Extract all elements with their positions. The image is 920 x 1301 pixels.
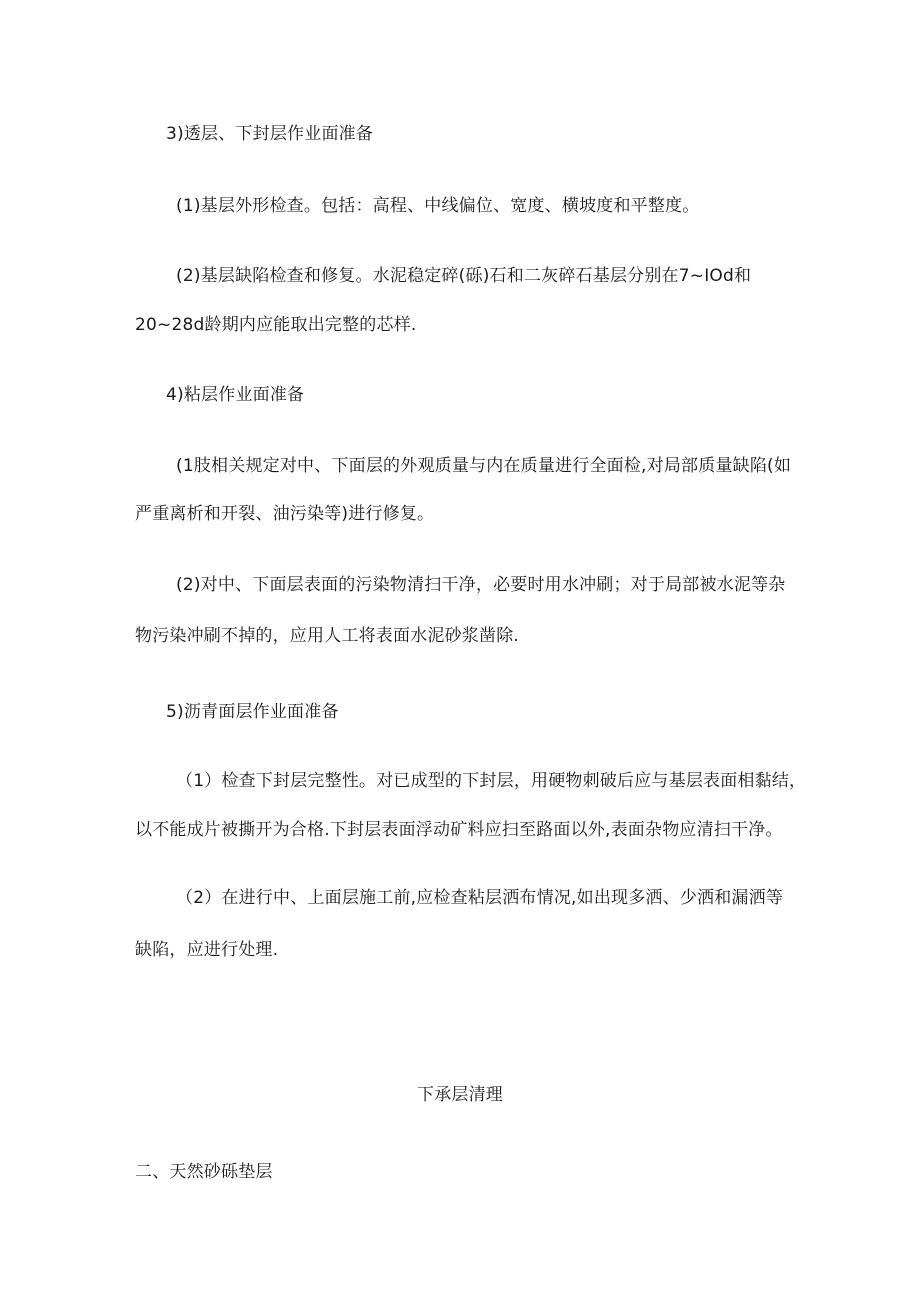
section-3-item-2-line-1: (2)基层缺陷检查和修复。水泥稳定碎(砾)石和二灰碎石基层分别在7~IOd和	[176, 266, 752, 286]
section-3-heading: 3)透层、下封层作业面准备	[166, 124, 374, 144]
section-4-item-2-line-1: (2)对中、下面层表面的污染物清扫干净，必要时用水冲刷；对于局部被水泥等杂	[176, 575, 786, 595]
section-2-heading: 二、天然砂砾垫层	[135, 1162, 273, 1182]
section-4-item-1-line-1: (1肢相关规定对中、下面层的外观质量与内在质量进行全面检,对局部质量缺陷(如	[176, 456, 792, 476]
section-4-item-1-line-2: 严重离析和开裂、油污染等)进行修复。	[135, 504, 435, 524]
section-5-item-2-line-1: （2）在进行中、上面层施工前,应检查粘层洒布情况,如出现多洒、少洒和漏洒等	[176, 888, 784, 908]
section-5-item-1-line-1: （1）检查下封层完整性。对已成型的下封层，用硬物刺破后应与基层表面相黏结，	[176, 771, 807, 791]
section-4-heading: 4)粘层作业面准备	[166, 385, 305, 405]
section-5-item-1-line-2: 以不能成片被撕开为合格.下封层表面浮动矿料应扫至路面以外,表面杂物应清扫干净。	[135, 820, 783, 840]
section-3-item-1: (1)基层外形检查。包括：高程、中线偏位、宽度、横坡度和平整度。	[176, 196, 700, 216]
figure-caption: 下承层清理	[417, 1085, 503, 1105]
section-3-item-2-line-2: 20~28d龄期内应能取出完整的芯样.	[135, 315, 417, 335]
section-5-item-2-line-2: 缺陷，应进行处理.	[135, 940, 279, 960]
section-5-heading: 5)沥青面层作业面准备	[166, 702, 339, 722]
section-4-item-2-line-2: 物污染冲刷不掉的，应用人工将表面水泥砂浆凿除.	[135, 626, 520, 646]
